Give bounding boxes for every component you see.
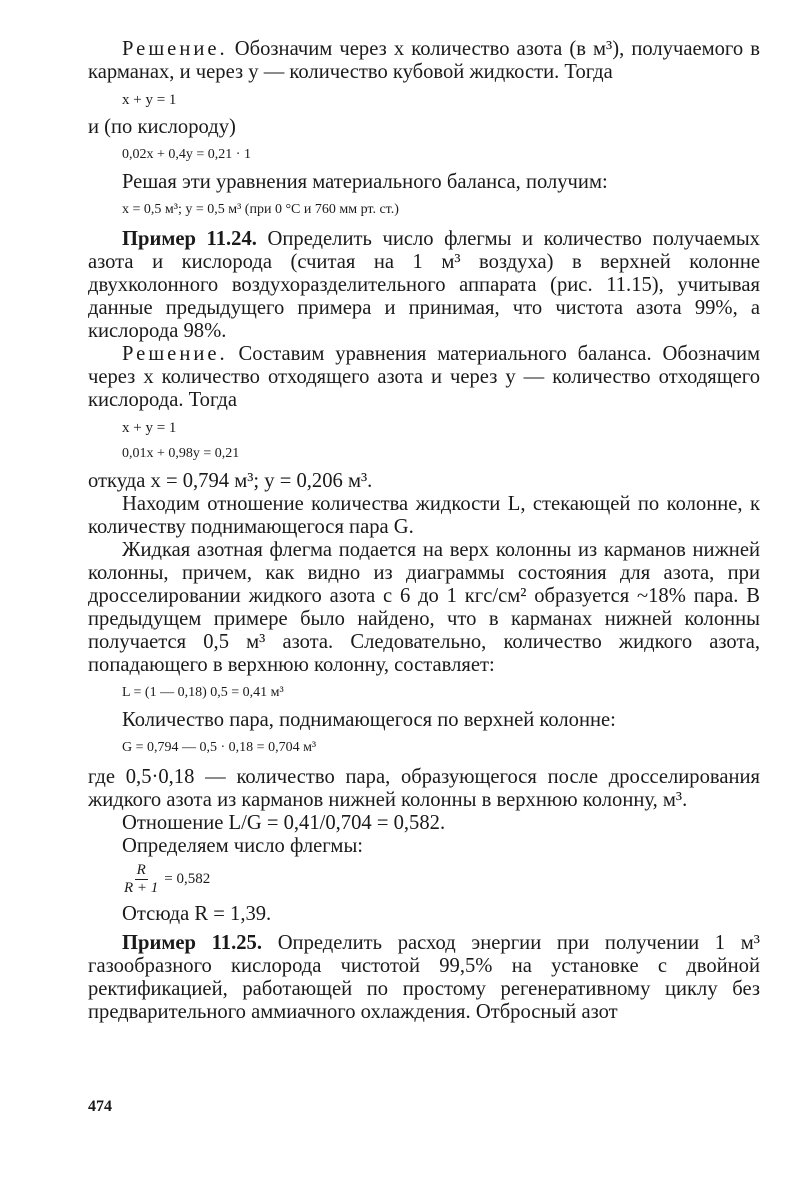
equation-2: 0,02x + 0,4y = 0,21 · 1 — [122, 147, 251, 162]
page-content — [88, 38, 760, 1024]
fraction-denominator: R + 1 — [124, 880, 159, 896]
equation-7: G = 0,794 — 0,5 · 0,18 = 0,704 м³ — [122, 740, 317, 755]
paragraph-solving: Решая эти уравнения материального баланса, получим: — [122, 171, 608, 193]
paragraph-solution-1 — [88, 38, 760, 84]
paragraph-vapor: Количество пара, поднимающегося по верхней колонне: — [122, 709, 616, 731]
equation-4: x + y = 1 — [122, 420, 177, 436]
paragraph-reflux: Жидкая азотная флегма подается на верх колонны из карманов нижней колонны, причем, как видно из диаграммы состояния для азота, при дросселировании жидкого азота с 6 до 1 кгс/см² образуется ~18% пара. В предыдущем примере было найдено, что в карманах нижней колонны получается 0,5 м³ азота. Следовательно, количество жидкого азота, попадающего в верхнюю колонну, составляет: — [88, 539, 760, 676]
equation-fraction — [122, 862, 760, 897]
paragraph-example-24 — [88, 228, 760, 343]
equation-6: L = (1 — 0,18) 0,5 = 0,41 м³ — [122, 685, 284, 700]
paragraph-text: Обозначим через x количество азота (в м³), получаемого в карманах, и через y — количество кубовой жидкости. Тогда — [88, 38, 760, 83]
paragraph-text: Определить расход энергии при получении 1 м³ газообразного кислорода чистотой 99,5% на установке с двойной ректификацией, работающей по простому регенеративному циклу без предварительного аммиачного охлаждения. Отбросный азот — [88, 932, 760, 1023]
equation-1: x + y = 1 — [122, 92, 177, 108]
fraction-numerator: R — [136, 862, 146, 878]
paragraph-ratio-value: Отношение L/G = 0,41/0,704 = 0,582. — [122, 812, 446, 834]
equation-5: 0,01x + 0,98y = 0,21 — [122, 446, 240, 461]
equation-3: x = 0,5 м³; y = 0,5 м³ (при 0 °С и 760 мм рт. ст.) — [122, 202, 399, 217]
paragraph-where: где 0,5·0,18 — количество пара, образующегося после дросселирования жидкого азота из карманов нижней колонны в верхнюю колонну, м³. — [88, 766, 760, 811]
paragraph-solution-2 — [88, 343, 760, 412]
fraction-rhs: = 0,582 — [164, 871, 211, 887]
page-number: 474 — [88, 1098, 112, 1115]
example-label: Пример 11.24. — [122, 228, 257, 250]
example-label: Пример 11.25. — [122, 932, 262, 954]
paragraph-text: Составим уравнения материального баланса. Обозначим через x количество отходящего азота и через y — количество отходящего кислорода. Тогда — [88, 343, 760, 411]
paragraph-ratio: Находим отношение количества жидкости L, стекающей по колонне, к количеству поднимающегося пара G. — [88, 493, 760, 538]
paragraph-text: Определить число флегмы и количество получаемых азота и кислорода (считая на 1 м³ воздуха) в верхней колонне двухколонного воздухоразделительного аппарата (рис. 11.15), учитывая данные предыдущего примера и принимая, что чистота азота 99%, а кислорода 98%. — [88, 228, 760, 342]
paragraph-hence: Отсюда R = 1,39. — [122, 903, 272, 925]
paragraph-reflux-number: Определяем число флегмы: — [122, 835, 364, 857]
paragraph-oxygen: и (по кислороду) — [88, 116, 236, 138]
solution-label: Решение. — [122, 38, 228, 60]
paragraph-example-25 — [88, 932, 760, 1024]
fraction — [122, 862, 160, 897]
paragraph-result: откуда x = 0,794 м³; y = 0,206 м³. — [88, 470, 373, 492]
solution-label: Решение. — [122, 343, 228, 365]
